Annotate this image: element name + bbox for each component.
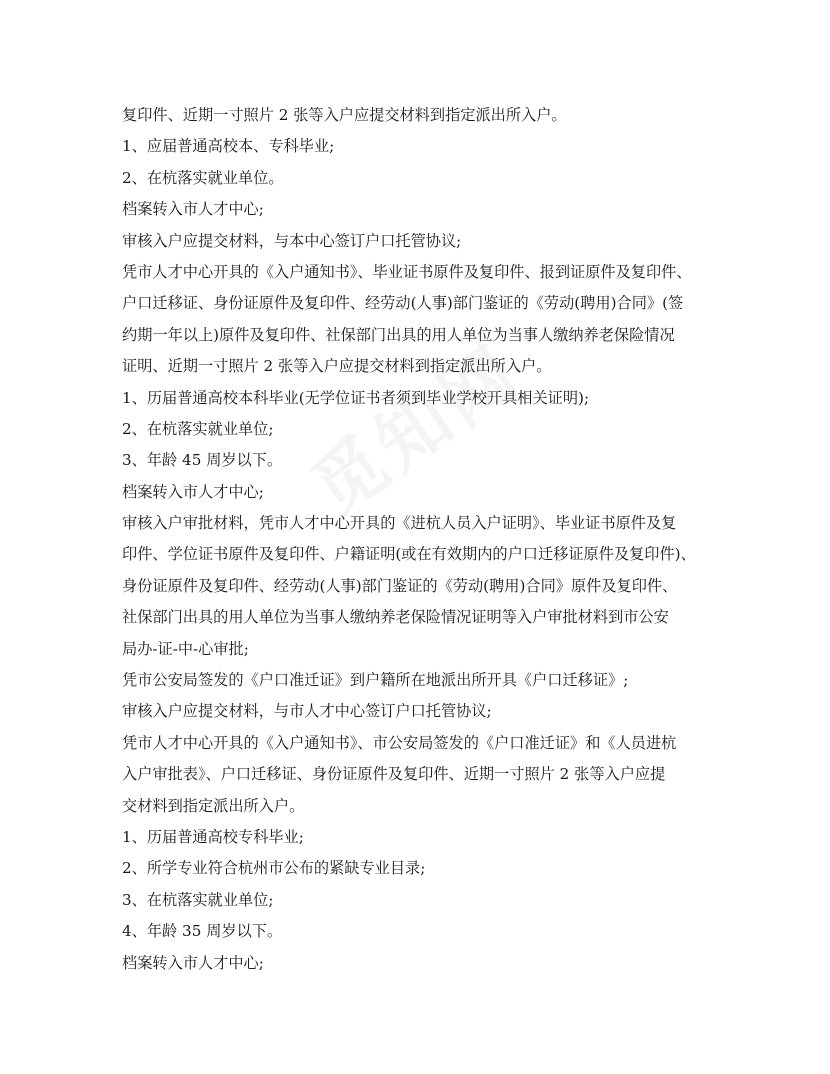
text-line: 2、所学专业符合杭州市公布的紧缺专业目录;: [122, 859, 426, 878]
text-line: 档案转入市人才中心;: [122, 482, 264, 501]
text-line: 凭市人才中心开具的《入户通知书》、毕业证书原件及复印件、报到证原件及复印件、: [122, 262, 692, 281]
text-line: 2、在杭落实就业单位。: [122, 168, 284, 187]
text-line: 档案转入市人才中心;: [122, 200, 264, 219]
text-line: 约期一年以上)原件及复印件、社保部门出具的用人单位为当事人缴纳养老保险情况: [122, 325, 675, 344]
text-line: 身份证原件及复印件、经劳动(人事)部门鉴证的《劳动(聘用)合同》原件及复印件、: [122, 576, 678, 595]
text-line: 3、在杭落实就业单位;: [122, 890, 274, 909]
text-line: 复印件、近期一寸照片 2 张等入户应提交材料到指定派出所入户。: [122, 106, 567, 124]
text-line: 4、年龄 35 周岁以下。: [122, 922, 283, 941]
text-line: 凭市人才中心开具的《入户通知书》、市公安局签发的《户口准迁证》和《人员进杭: [122, 733, 677, 752]
text-line: 证明、近期一寸照片 2 张等入户应提交材料到指定派出所入户。: [122, 357, 552, 376]
text-line: 凭市公安局签发的《户口准迁证》到户籍所在地派出所开具《户口迁移证》;: [122, 671, 629, 690]
text-line: 审核入户审批材料，凭市人才中心开具的《进杭人员入户证明》、毕业证书原件及复: [122, 514, 677, 533]
document-body: [122, 100, 722, 979]
text-line: 2、在杭落实就业单位;: [122, 419, 274, 438]
text-line: 交材料到指定派出所入户。: [122, 796, 305, 815]
text-line: 1、历届普通高校本科毕业(无学位证书者须到毕业学校开具相关证明);: [122, 388, 590, 407]
text-line: 1、历届普通高校专科毕业;: [122, 827, 304, 846]
text-line: 审核入户应提交材料，与市人才中心签订户口托管协议;: [122, 702, 492, 721]
text-line: 3、年龄 45 周岁以下。: [122, 451, 283, 470]
text-line: 印件、学位证书原件及复印件、户籍证明(或在有效期内的户口迁移证原件及复印件)、: [122, 545, 696, 564]
text-line: 审核入户应提交材料，与本中心签订户口托管协议;: [122, 231, 462, 250]
text-line: 档案转入市人才中心;: [122, 953, 264, 972]
text-line: 户口迁移证、身份证原件及复印件、经劳动(人事)部门鉴证的《劳动(聘用)合同》(签: [122, 294, 684, 313]
text-line: 社保部门出具的用人单位为当事人缴纳养老保险情况证明等入户审批材料到市公安: [122, 608, 669, 627]
text-line: 1、应届普通高校本、专科毕业;: [122, 137, 335, 156]
text-line: 局办-证-中-心审批;: [122, 639, 249, 658]
text-line: 入户审批表》、户口迁移证、身份证原件及复印件、近期一寸照片 2 张等入户应提: [122, 765, 666, 784]
